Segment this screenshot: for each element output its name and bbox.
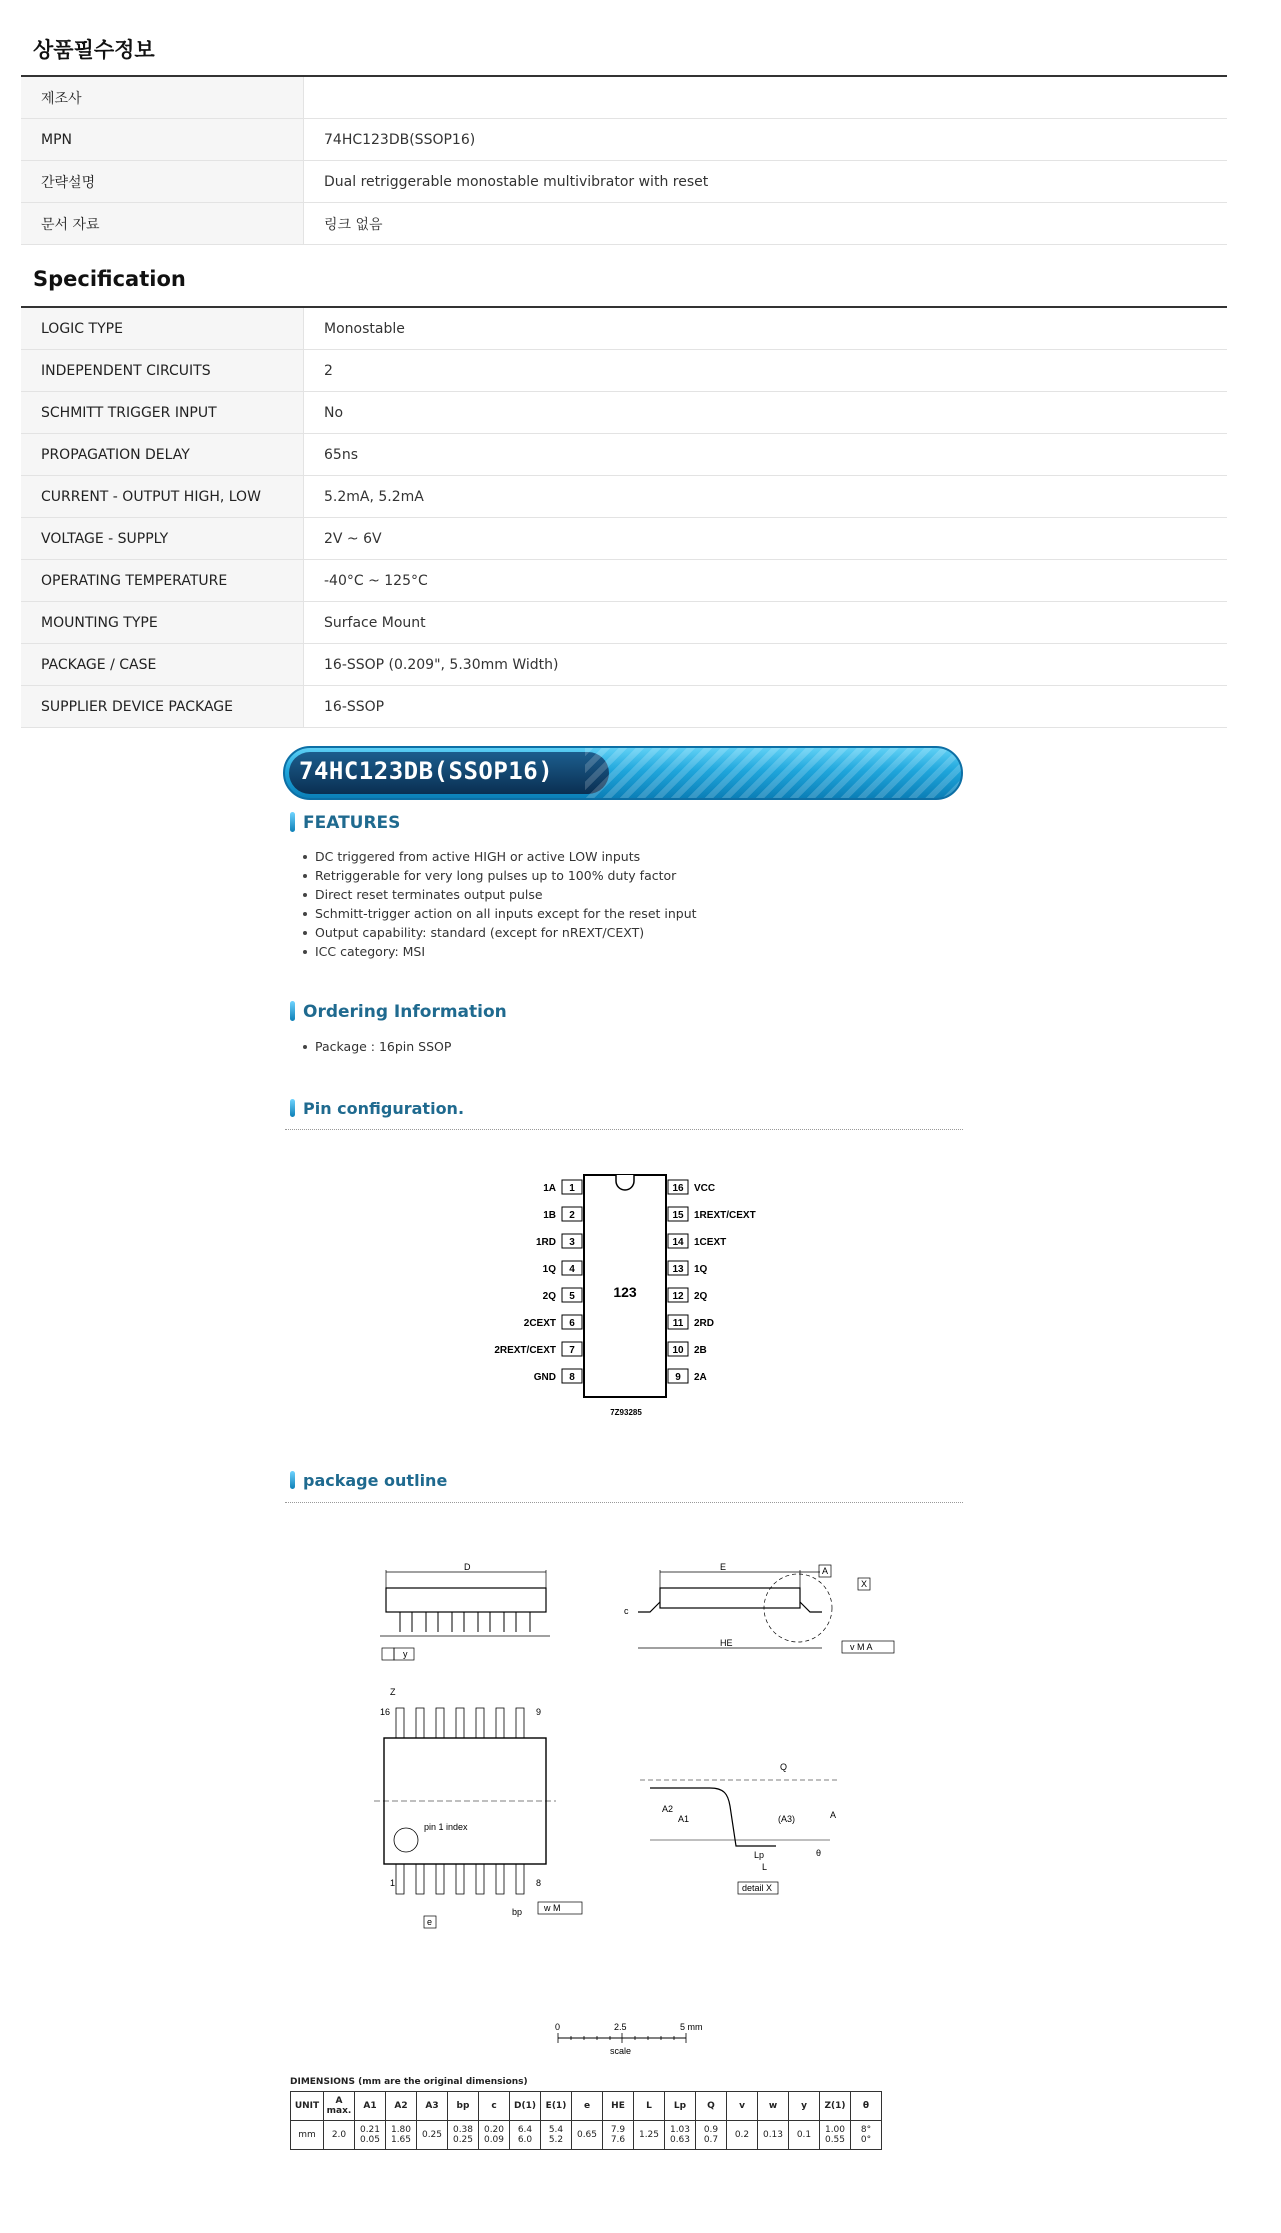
label-vma: v M A bbox=[850, 1642, 873, 1652]
label-l: L bbox=[762, 1862, 768, 1872]
dimension-header-cell: L bbox=[634, 2092, 665, 2121]
dimension-value-cell: 7.9 7.6 bbox=[603, 2121, 634, 2150]
row-label: SUPPLIER DEVICE PACKAGE bbox=[21, 686, 304, 728]
pin-number: 8 bbox=[569, 1372, 575, 1383]
pin-number: 15 bbox=[672, 1210, 684, 1221]
label-eb: e bbox=[427, 1917, 433, 1927]
features-heading bbox=[290, 812, 400, 833]
row-label: 간략설명 bbox=[21, 161, 304, 203]
pin-name: 2Q bbox=[694, 1291, 708, 1302]
pin-config-heading bbox=[290, 1099, 464, 1118]
pin-number: 4 bbox=[569, 1264, 575, 1275]
label-d: D bbox=[464, 1562, 471, 1572]
pin-name: 2A bbox=[694, 1372, 707, 1383]
ordering-heading bbox=[290, 1001, 507, 1022]
table-row bbox=[21, 392, 1227, 434]
list-item: Schmitt-trigger action on all inputs except for the reset input bbox=[301, 904, 697, 923]
dimension-value-cell: 1.03 0.63 bbox=[665, 2121, 696, 2150]
heading-bar-icon bbox=[290, 812, 295, 832]
banner-stripes bbox=[585, 748, 963, 800]
required-info-title: 상품필수정보 bbox=[33, 38, 155, 62]
dimension-value-cell: 0.9 0.7 bbox=[696, 2121, 727, 2150]
pin-number: 9 bbox=[675, 1372, 681, 1383]
pin-number: 13 bbox=[672, 1264, 684, 1275]
pin-number: 6 bbox=[569, 1318, 575, 1329]
row-value: Dual retriggerable monostable multivibrator with reset bbox=[304, 161, 1228, 203]
pin-name: GND bbox=[533, 1372, 556, 1383]
table-row bbox=[21, 76, 1227, 119]
scale-t1: 2.5 bbox=[614, 2022, 627, 2032]
label-c: c bbox=[624, 1606, 629, 1616]
label-lp: Lp bbox=[754, 1850, 765, 1860]
label-n16: 16 bbox=[380, 1707, 391, 1717]
package-outline-title: package outline bbox=[303, 1471, 448, 1490]
label-theta: θ bbox=[816, 1848, 822, 1858]
dimension-value-cell: 8° 0° bbox=[851, 2121, 882, 2150]
package-outline-drawing bbox=[360, 1540, 920, 1960]
dimension-value-cell: 0.65 bbox=[572, 2121, 603, 2150]
dotted-divider bbox=[285, 1502, 963, 1503]
banner-title: 74HC123DB(SSOP16) bbox=[299, 757, 554, 785]
scale-t0: 0 bbox=[555, 2022, 561, 2032]
pin-name: 1REXT/CEXT bbox=[694, 1210, 756, 1221]
label-n9: 9 bbox=[536, 1707, 542, 1717]
row-label: 제조사 bbox=[21, 76, 304, 119]
dimension-header-cell: θ bbox=[851, 2092, 882, 2121]
dimension-header-cell: A2 bbox=[386, 2092, 417, 2121]
pin-name: 2CEXT bbox=[523, 1318, 556, 1329]
row-label: VOLTAGE - SUPPLY bbox=[21, 518, 304, 560]
label-e: E bbox=[720, 1562, 727, 1572]
label-z: Z bbox=[390, 1687, 396, 1697]
label-pin1: pin 1 index bbox=[424, 1822, 468, 1832]
row-value: 65ns bbox=[304, 434, 1228, 476]
row-label: CURRENT - OUTPUT HIGH, LOW bbox=[21, 476, 304, 518]
scale-bar bbox=[550, 2020, 710, 2060]
row-value: 링크 없음 bbox=[304, 203, 1228, 245]
row-value: 2 bbox=[304, 350, 1228, 392]
row-label: INDEPENDENT CIRCUITS bbox=[21, 350, 304, 392]
row-value: Monostable bbox=[304, 307, 1228, 350]
pin-number: 1 bbox=[569, 1183, 575, 1194]
pin-name: 1Q bbox=[694, 1264, 708, 1275]
row-label: MPN bbox=[21, 119, 304, 161]
label-x: X bbox=[861, 1579, 868, 1589]
dimension-value-cell: mm bbox=[291, 2121, 324, 2150]
dimension-value-cell: 2.0 bbox=[324, 2121, 355, 2150]
table-row bbox=[21, 476, 1227, 518]
label-a2: A2 bbox=[662, 1804, 674, 1814]
right-pins bbox=[668, 1180, 756, 1383]
list-item: Output capability: standard (except for nREXT/CEXT) bbox=[301, 923, 697, 942]
label-wm: w M bbox=[544, 1903, 561, 1913]
features-list bbox=[301, 847, 697, 961]
list-item: ICC category: MSI bbox=[301, 942, 697, 961]
pin-name: VCC bbox=[694, 1183, 716, 1194]
top-view bbox=[374, 1687, 582, 1928]
pin-number: 12 bbox=[672, 1291, 684, 1302]
pin-number: 11 bbox=[672, 1318, 684, 1329]
dimension-header-cell: A3 bbox=[417, 2092, 448, 2121]
row-value: No bbox=[304, 392, 1228, 434]
left-pins bbox=[494, 1180, 582, 1383]
table-row bbox=[21, 161, 1227, 203]
label-y: y bbox=[403, 1649, 408, 1659]
pin-name: 1RD bbox=[535, 1237, 556, 1248]
dimension-value-cell: 0.25 bbox=[417, 2121, 448, 2150]
dimension-header-cell: c bbox=[479, 2092, 510, 2121]
dimension-value-cell: 0.2 bbox=[727, 2121, 758, 2150]
dimensions-value-row bbox=[291, 2121, 882, 2150]
row-label: 문서 자료 bbox=[21, 203, 304, 245]
dimensions-title: DIMENSIONS (mm are the original dimensions) bbox=[290, 2077, 528, 2087]
row-label: LOGIC TYPE bbox=[21, 307, 304, 350]
row-value: 16-SSOP bbox=[304, 686, 1228, 728]
pin-name: 1CEXT bbox=[694, 1237, 727, 1248]
dimension-value-cell: 0.20 0.09 bbox=[479, 2121, 510, 2150]
required-info-table bbox=[21, 75, 1227, 245]
dimension-value-cell: 6.4 6.0 bbox=[510, 2121, 541, 2150]
pin-name: 2REXT/CEXT bbox=[494, 1345, 556, 1356]
dimension-header-cell: Lp bbox=[665, 2092, 696, 2121]
dimension-header-cell: HE bbox=[603, 2092, 634, 2121]
label-a-right: A bbox=[830, 1810, 837, 1820]
dimension-header-cell: Q bbox=[696, 2092, 727, 2121]
list-item: Package : 16pin SSOP bbox=[301, 1037, 451, 1056]
dimension-header-cell: y bbox=[789, 2092, 820, 2121]
table-row bbox=[21, 560, 1227, 602]
table-row bbox=[21, 518, 1227, 560]
pin-number: 16 bbox=[672, 1183, 684, 1194]
dimensions-table bbox=[290, 2091, 882, 2150]
row-label: SCHMITT TRIGGER INPUT bbox=[21, 392, 304, 434]
pin-number: 14 bbox=[672, 1237, 684, 1248]
pin-name: 2B bbox=[694, 1345, 707, 1356]
label-a: A bbox=[822, 1566, 829, 1576]
label-detail: detail X bbox=[742, 1883, 773, 1893]
pin-name: 1Q bbox=[542, 1264, 556, 1275]
dimension-value-cell: 0.13 bbox=[758, 2121, 789, 2150]
dimension-header-cell: v bbox=[727, 2092, 758, 2121]
dimension-header-cell: A max. bbox=[324, 2092, 355, 2121]
package-outline-heading bbox=[290, 1471, 447, 1490]
chip-notch bbox=[616, 1175, 634, 1190]
heading-bar-icon bbox=[290, 1001, 295, 1021]
pin-name: 2RD bbox=[694, 1318, 715, 1329]
row-value: 16-SSOP (0.209", 5.30mm Width) bbox=[304, 644, 1228, 686]
row-label: MOUNTING TYPE bbox=[21, 602, 304, 644]
dimension-header-cell: UNIT bbox=[291, 2092, 324, 2121]
specification-table bbox=[21, 306, 1227, 728]
heading-bar-icon bbox=[290, 1099, 295, 1117]
pin-diagram bbox=[480, 1165, 780, 1425]
table-row bbox=[21, 203, 1227, 245]
pin-name: 1B bbox=[543, 1210, 556, 1221]
scale-label: scale bbox=[610, 2046, 632, 2056]
dimension-header-cell: E(1) bbox=[541, 2092, 572, 2121]
dimension-value-cell: 1.00 0.55 bbox=[820, 2121, 851, 2150]
list-item: Direct reset terminates output pulse bbox=[301, 885, 697, 904]
dimension-value-cell: 0.1 bbox=[789, 2121, 820, 2150]
row-label: OPERATING TEMPERATURE bbox=[21, 560, 304, 602]
table-row bbox=[21, 686, 1227, 728]
label-a3: (A3) bbox=[778, 1814, 796, 1824]
dimension-header-cell: w bbox=[758, 2092, 789, 2121]
ordering-title: Ordering Information bbox=[303, 1002, 507, 1022]
dotted-divider bbox=[285, 1129, 963, 1130]
side-view bbox=[380, 1562, 550, 1660]
chip-label: 123 bbox=[613, 1284, 637, 1300]
dimensions-header-row bbox=[291, 2092, 882, 2121]
dimension-value-cell: 0.38 0.25 bbox=[448, 2121, 479, 2150]
row-label: PACKAGE / CASE bbox=[21, 644, 304, 686]
detail-x-view bbox=[640, 1762, 840, 1894]
pin-name: 1A bbox=[543, 1183, 556, 1194]
specification-title: Specification bbox=[33, 267, 186, 291]
row-value: 74HC123DB(SSOP16) bbox=[304, 119, 1228, 161]
dimension-header-cell: bp bbox=[448, 2092, 479, 2121]
list-item: DC triggered from active HIGH or active LOW inputs bbox=[301, 847, 697, 866]
list-item: Retriggerable for very long pulses up to 100% duty factor bbox=[301, 866, 697, 885]
dimension-header-cell: A1 bbox=[355, 2092, 386, 2121]
features-title: FEATURES bbox=[303, 813, 401, 833]
ordering-list bbox=[301, 1037, 451, 1056]
table-row bbox=[21, 350, 1227, 392]
pin-number: 3 bbox=[569, 1237, 575, 1248]
dimension-header-cell: D(1) bbox=[510, 2092, 541, 2121]
row-value: 5.2mA, 5.2mA bbox=[304, 476, 1228, 518]
pin-number: 10 bbox=[672, 1345, 684, 1356]
dimension-value-cell: 0.21 0.05 bbox=[355, 2121, 386, 2150]
figure-code: 7Z93285 bbox=[610, 1408, 642, 1417]
end-view bbox=[624, 1562, 894, 1653]
label-n8: 8 bbox=[536, 1878, 542, 1888]
dimension-value-cell: 1.80 1.65 bbox=[386, 2121, 417, 2150]
row-value: Surface Mount bbox=[304, 602, 1228, 644]
dimension-header-cell: Z(1) bbox=[820, 2092, 851, 2121]
row-value bbox=[304, 76, 1228, 119]
row-value: 2V ~ 6V bbox=[304, 518, 1228, 560]
label-bp: bp bbox=[512, 1907, 523, 1917]
row-value: -40°C ~ 125°C bbox=[304, 560, 1228, 602]
dimension-value-cell: 5.4 5.2 bbox=[541, 2121, 572, 2150]
dimension-value-cell: 1.25 bbox=[634, 2121, 665, 2150]
label-a1: A1 bbox=[678, 1814, 690, 1824]
label-q: Q bbox=[780, 1762, 788, 1772]
pin-number: 2 bbox=[569, 1210, 575, 1221]
pin-name: 2Q bbox=[542, 1291, 556, 1302]
row-label: PROPAGATION DELAY bbox=[21, 434, 304, 476]
label-he: HE bbox=[720, 1638, 733, 1648]
product-banner bbox=[283, 746, 963, 800]
scale-t2: 5 mm bbox=[680, 2022, 703, 2032]
table-row bbox=[21, 119, 1227, 161]
table-row bbox=[21, 644, 1227, 686]
heading-bar-icon bbox=[290, 1471, 295, 1489]
pin-number: 5 bbox=[569, 1291, 575, 1302]
table-row bbox=[21, 434, 1227, 476]
dimension-header-cell: e bbox=[572, 2092, 603, 2121]
pin-config-title: Pin configuration. bbox=[303, 1099, 465, 1118]
table-row bbox=[21, 602, 1227, 644]
table-row bbox=[21, 307, 1227, 350]
pin-number: 7 bbox=[569, 1345, 575, 1356]
label-n1: 1 bbox=[390, 1878, 396, 1888]
